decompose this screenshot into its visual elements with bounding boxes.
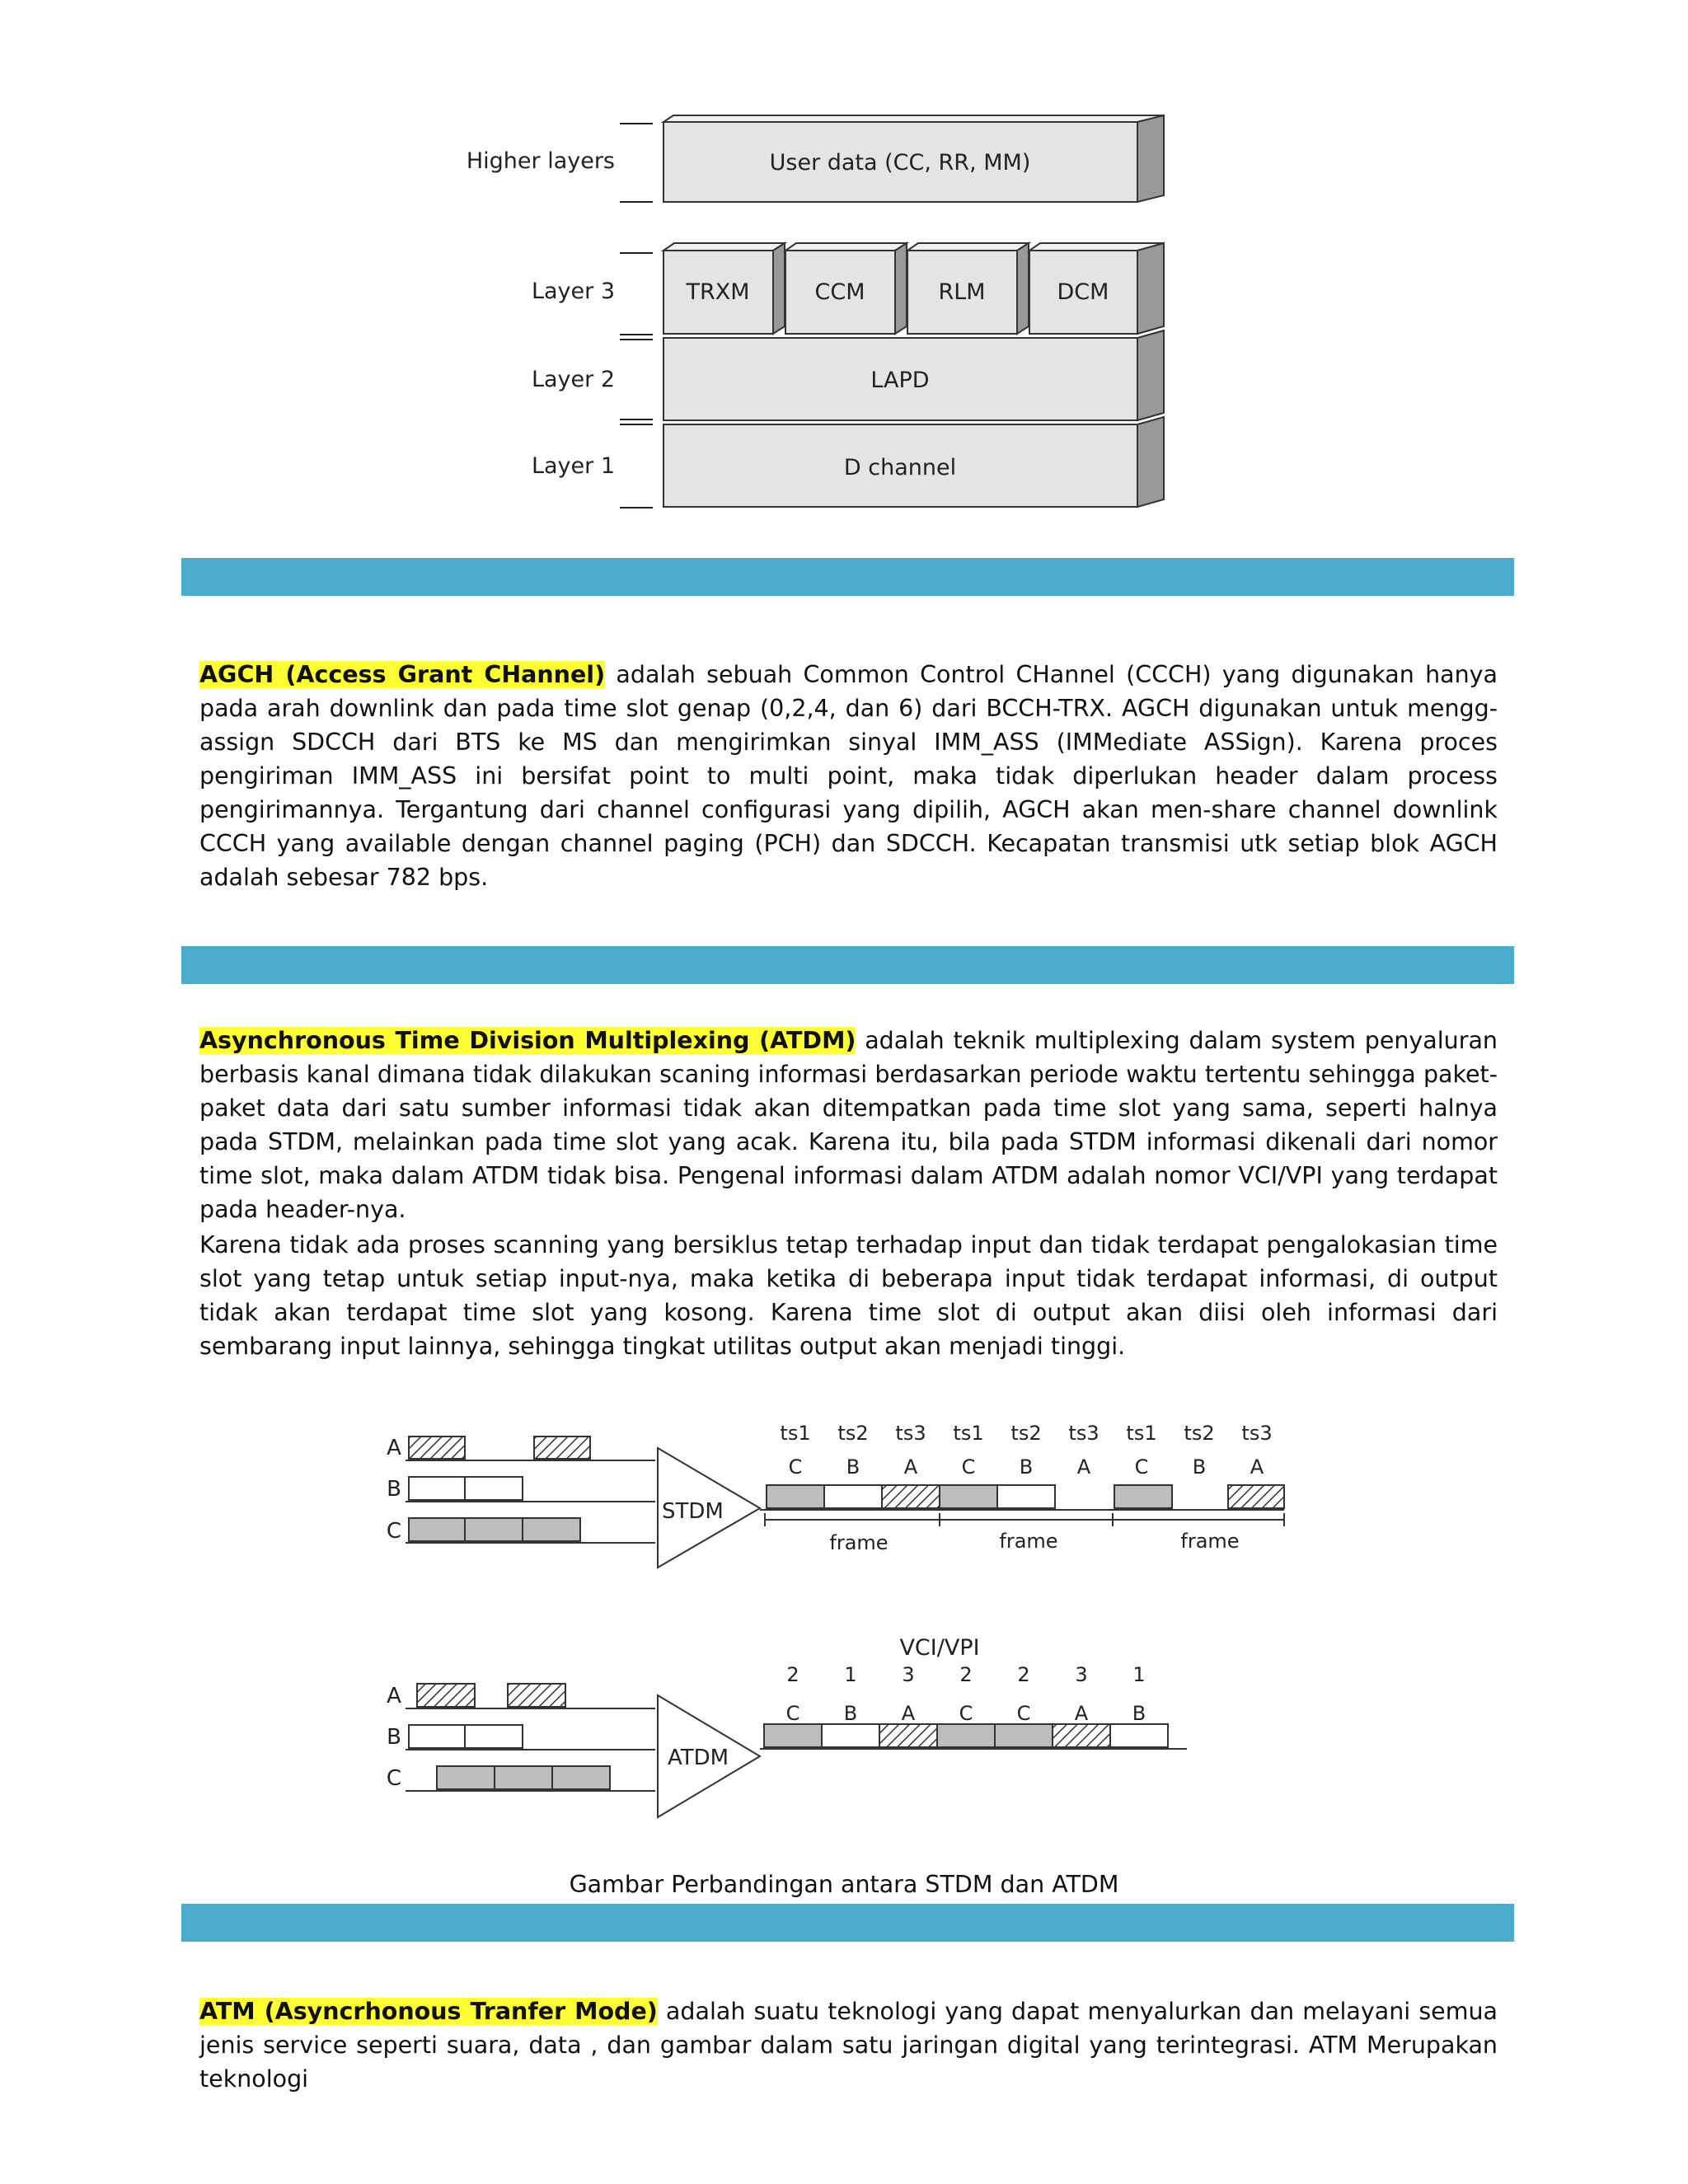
atdm-input-b: B [387,1725,401,1750]
vci-number: 1 [844,1663,857,1686]
atdm-slot-letter: A [901,1702,916,1725]
atdm-mux-label: ATDM [668,1746,729,1770]
ts-label: ts2 [837,1422,869,1445]
vci-number: 3 [1075,1663,1088,1686]
vci-number: 2 [1017,1663,1030,1686]
stdm-slot-letter: B [846,1455,860,1479]
stdm-slot-letter: C [788,1455,803,1479]
section-divider [181,1904,1514,1942]
vci-number: 2 [786,1663,799,1686]
atdm-text: adalah teknik multiplexing dalam system penyaluran berbasis kanal dimana tidak dilakukan scaning informasi berdasarkan periode waktu tertentu sehingga paket-paket data dari satu sumber informasi tidak akan ditempatkan pada time slot yang sama, seperti halnya pada STDM, melainkan pada time slot yang acak. Karena itu, bila pada STDM informasi dikenali dari nomor time slot, maka dalam ATDM tidak bisa. Pengenal informasi dalam ATDM adalah nomor VCI/VPI yang terdapat pada header-nya. [199,1027,1498,1223]
label-layer2: Layer 2 [531,367,615,392]
vci-number: 1 [1132,1663,1146,1686]
user-data-text: User data (CC, RR, MM) [769,150,1031,176]
ts-label: ts1 [953,1422,984,1445]
stdm-input-b: B [387,1477,401,1502]
stdm-slot-letter: B [1192,1455,1207,1479]
stdm-input-a: A [387,1436,401,1460]
vci-number: 3 [902,1663,915,1686]
atdm-slot-letter: C [785,1702,800,1725]
stdm-slot-letter: C [961,1455,976,1479]
atdm-paragraph [199,1024,1498,1226]
atdm-slot-letter: B [1132,1702,1146,1725]
stdm-input-c: C [386,1519,402,1544]
stdm-slot-letter: A [1250,1455,1264,1479]
label-layer3: Layer 3 [531,279,615,304]
section-divider [181,558,1514,596]
frame-label: frame [1180,1530,1240,1553]
label-higher-layers: Higher layers [466,148,615,174]
atdm-input-a: A [387,1684,401,1708]
atm-paragraph [199,1994,1498,2096]
label-layer1: Layer 1 [531,453,615,479]
stdm-slot-letter: A [903,1455,918,1479]
ccm-text: CCM [814,279,865,305]
frame-label: frame [829,1531,889,1554]
vci-number: 2 [959,1663,973,1686]
ts-label: ts1 [780,1422,811,1445]
agch-paragraph [199,658,1498,894]
ts-label: ts3 [1241,1422,1273,1445]
vci-vpi-title: VCI/VPI [899,1635,980,1661]
lapd-text: LAPD [870,368,930,393]
stdm-atdm-diagram [0,1401,1688,1846]
agch-text: adalah sebuah Common Control CHannel (CCCH) yang digunakan hanya pada arah downlink dan pada time slot genap (0,2,4, dan 6) dari BCCH-TRX. AGCH digunakan untuk mengg-assign SDCCH dari BTS ke MS dan mengirimkan sinyal IMM_ASS (IMMediate ASSign). Karena proces pengiriman IMM_ASS ini bersifat point to multi point, maka tidak diperlukan header dalam process pengirimannya. Tergantung dari channel configurasi yang dipilih, AGCH akan men-share channel downlink CCCH yang available dengan channel paging (PCH) dan SDCCH. Kecapatan transmisi utk setiap blok AGCH adalah sebesar 782 bps. [199,661,1498,891]
atdm-term: Asynchronous Time Division Multiplexing (ATDM) [199,1027,856,1054]
stdm-slot-letter: B [1019,1455,1034,1479]
atdm-slot-letter: A [1074,1702,1089,1725]
stdm-slot-letter: C [1134,1455,1149,1479]
atdm-input-c: C [386,1766,402,1791]
ts-label: ts1 [1126,1422,1157,1445]
d-channel-text: D channel [843,455,957,480]
atdm-slot-letter: B [843,1702,858,1725]
ts-label: ts3 [895,1422,926,1445]
protocol-stack-diagram [0,0,1688,527]
stdm-slot-letter: A [1076,1455,1091,1479]
figure-caption: Gambar Perbandingan antara STDM dan ATDM [569,1871,1119,1898]
stdm-mux-label: STDM [662,1499,724,1524]
dcm-text: DCM [1057,279,1109,305]
atdm-slot-letter: C [959,1702,973,1725]
trxm-text: TRXM [686,279,750,305]
atm-term: ATM (Asyncrhonous Tranfer Mode) [199,1998,658,2025]
atm-text: adalah suatu teknologi yang dapat menyalurkan dan melayani semua jenis service seperti suara, data , dan gambar dalam satu jaringan digital yang terintegrasi. ATM Merupakan teknologi [199,1998,1498,2093]
frame-label: frame [999,1530,1058,1553]
section-divider [181,946,1514,984]
ts-label: ts2 [1010,1422,1042,1445]
atdm-slot-letter: C [1016,1702,1031,1725]
ts-label: ts2 [1184,1422,1215,1445]
ts-label: ts3 [1068,1422,1100,1445]
atdm-paragraph-2: Karena tidak ada proses scanning yang bersiklus tetap terhadap input dan tidak terdapat pengalokasian time slot yang tetap untuk setiap input-nya, maka ketika di beberapa input tidak terdapat informasi, di output tidak akan terdapat time slot yang kosong. Karena time slot di output akan diisi oleh informasi dari sembarang input lainnya, sehingga tingkat utilitas output akan menjadi tinggi. [199,1231,1498,1360]
rlm-text: RLM [938,279,986,305]
agch-term: AGCH (Access Grant CHannel) [199,661,606,688]
